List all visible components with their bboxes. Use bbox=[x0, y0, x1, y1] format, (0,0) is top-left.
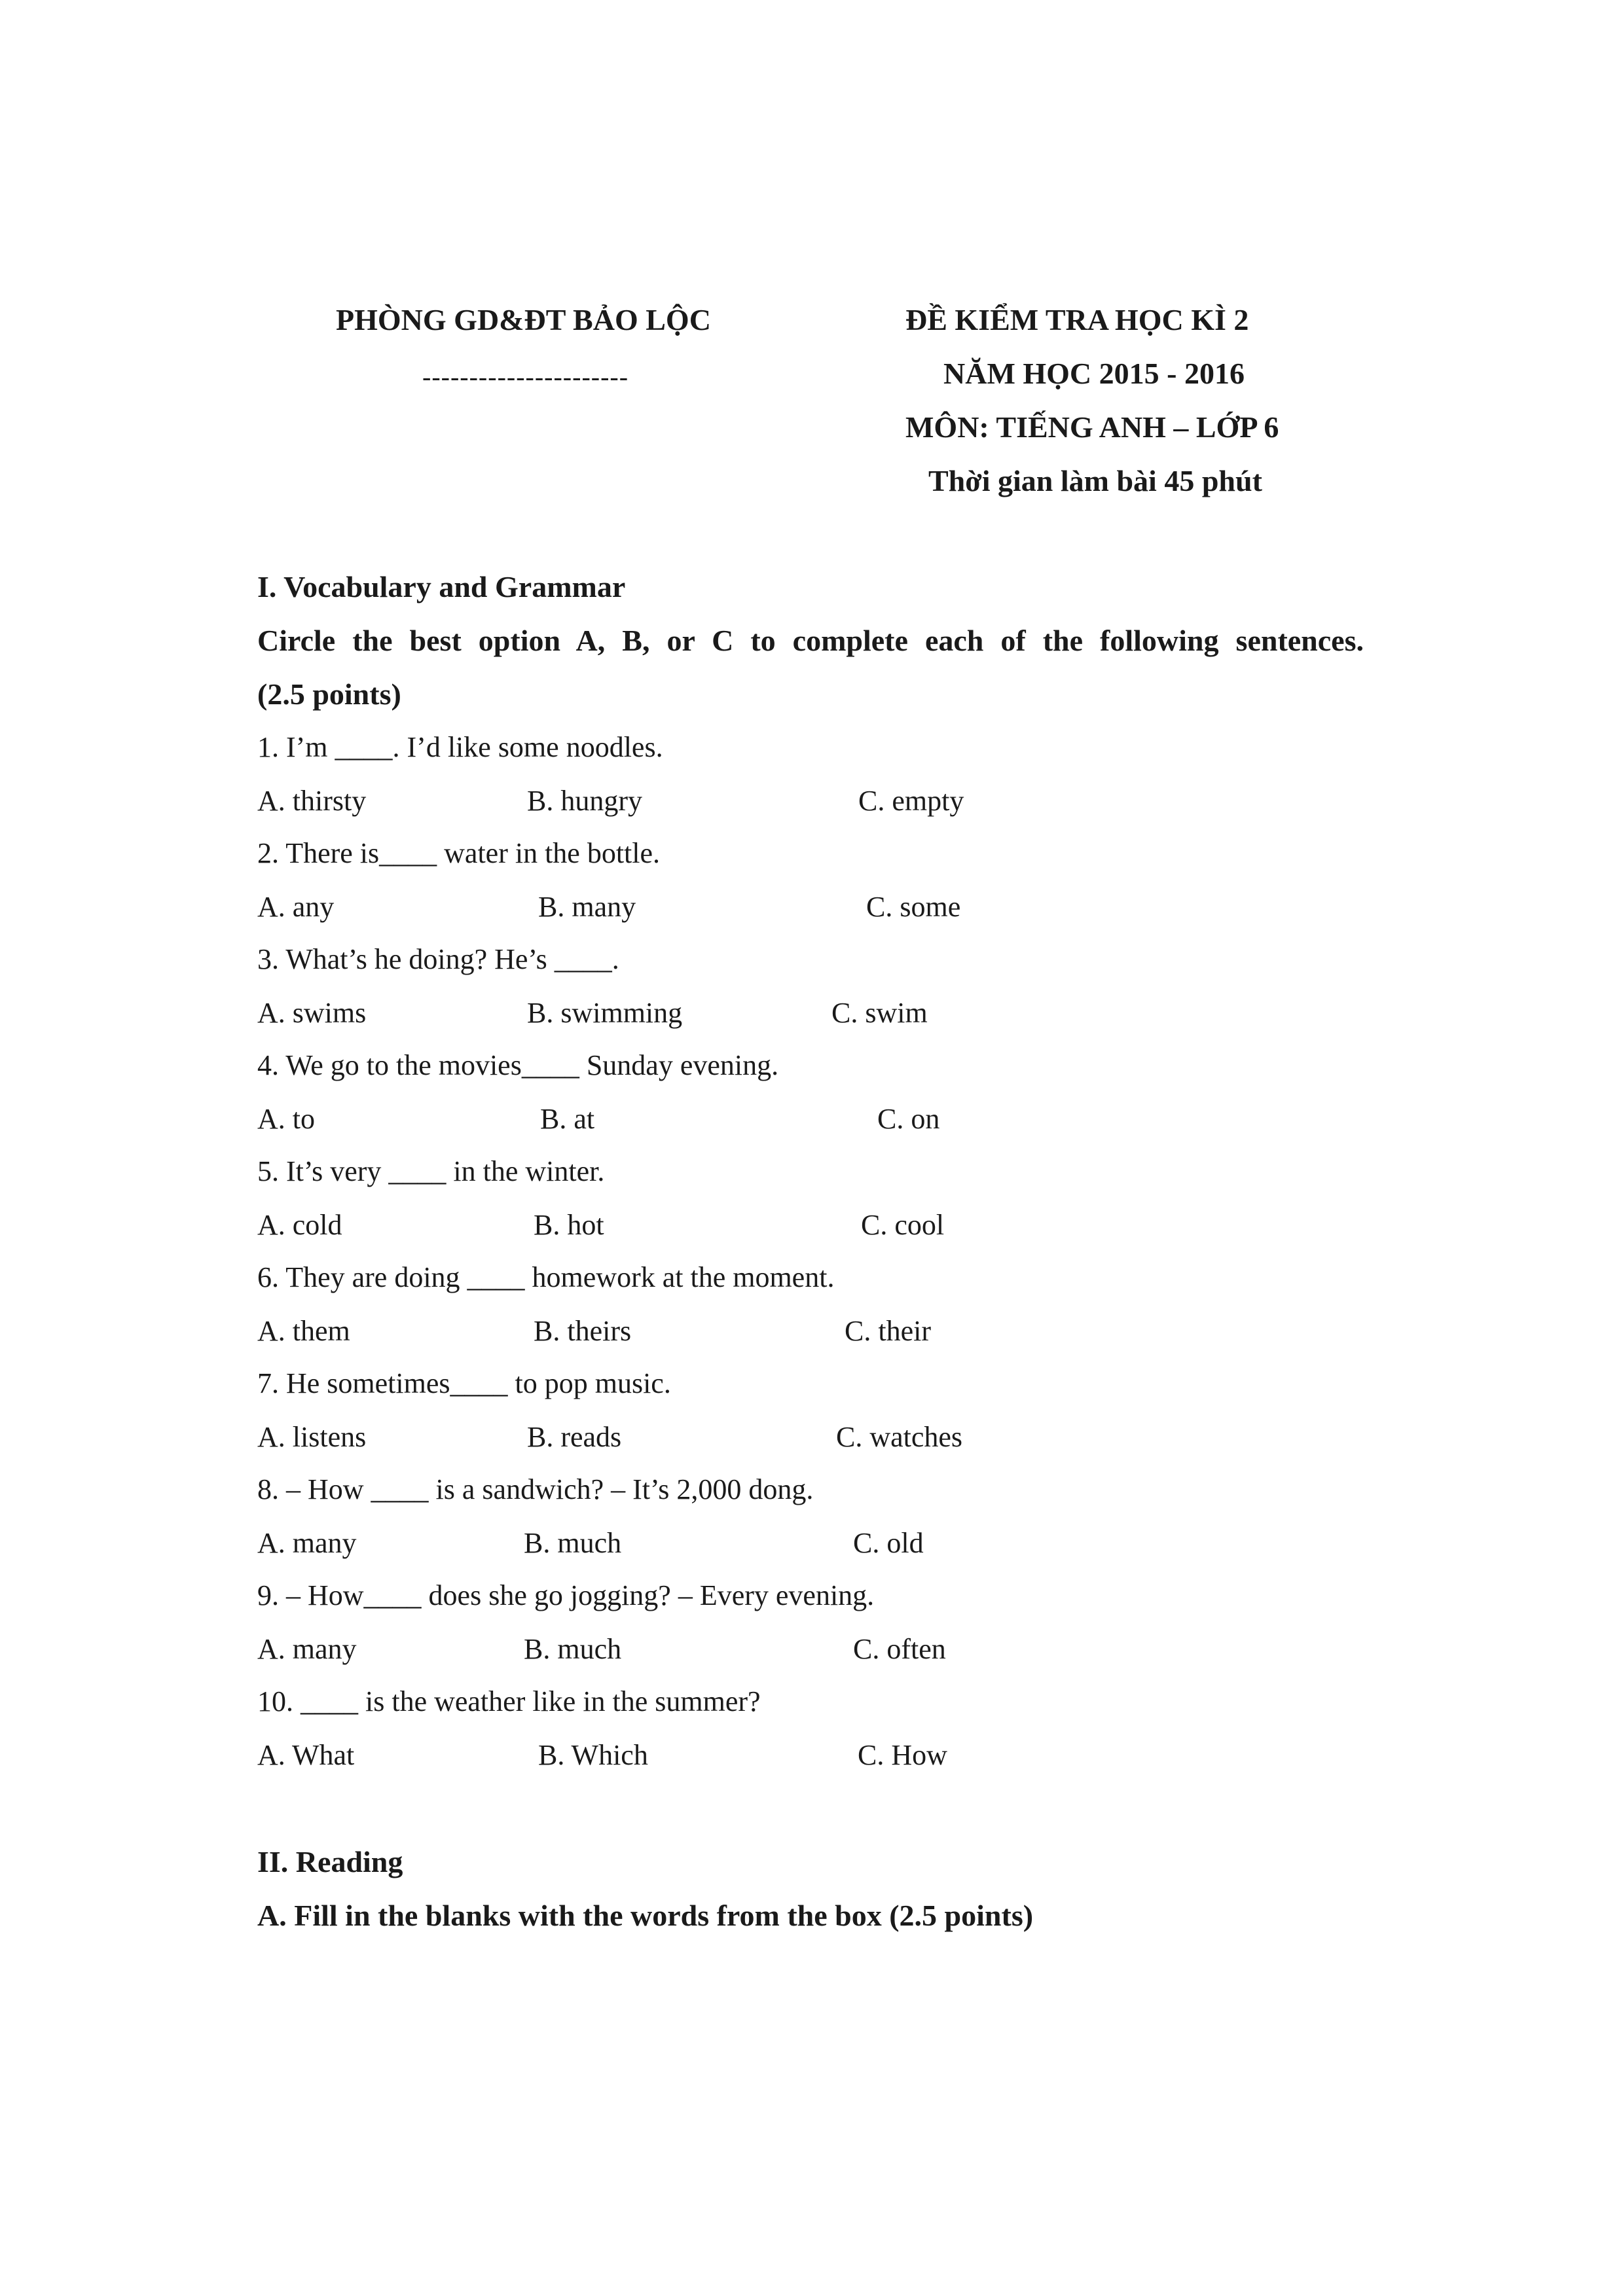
q2-option-c: C. some bbox=[866, 891, 961, 923]
q7-option-a: A. listens bbox=[257, 1421, 367, 1453]
q10-option-c: C. How bbox=[858, 1739, 947, 1771]
q10-option-a: A. What bbox=[257, 1739, 355, 1771]
question-6: 6. They are doing ____ homework at the moment. bbox=[257, 1261, 835, 1293]
q6-option-a: A. them bbox=[257, 1315, 350, 1347]
question-2: 2. There is____ water in the bottle. bbox=[257, 837, 661, 869]
exam-subject: MÔN: TIẾNG ANH – LỚP 6 bbox=[905, 410, 1279, 444]
q6-option-c: C. their bbox=[845, 1315, 931, 1347]
section-1-points: (2.5 points) bbox=[257, 677, 401, 711]
section-1-title: I. Vocabulary and Grammar bbox=[257, 570, 626, 603]
school-year: NĂM HỌC 2015 - 2016 bbox=[943, 357, 1245, 390]
q2-option-b: B. many bbox=[538, 891, 636, 923]
q3-option-a: A. swims bbox=[257, 997, 367, 1029]
exam-title: ĐỀ KIỂM TRA HỌC KÌ 2 bbox=[905, 303, 1249, 336]
q5-option-b: B. hot bbox=[534, 1209, 604, 1241]
q7-option-b: B. reads bbox=[527, 1421, 622, 1453]
section-1-instruction: Circle the best option A, B, or C to complete each of the following sentences. bbox=[257, 624, 1364, 657]
q10-option-b: B. Which bbox=[538, 1739, 648, 1771]
section-2-title: II. Reading bbox=[257, 1845, 403, 1878]
question-7: 7. He sometimes____ to pop music. bbox=[257, 1367, 671, 1399]
q9-option-b: B. much bbox=[524, 1633, 622, 1665]
question-1: 1. I’m ____. I’d like some noodles. bbox=[257, 731, 663, 763]
q1-option-c: C. empty bbox=[858, 785, 964, 817]
q3-option-c: C. swim bbox=[831, 997, 928, 1029]
school-office: PHÒNG GD&ĐT BẢO LỘC bbox=[336, 303, 711, 336]
q4-option-a: A. to bbox=[257, 1103, 315, 1135]
q5-option-c: C. cool bbox=[861, 1209, 945, 1241]
q4-option-b: B. at bbox=[540, 1103, 595, 1135]
q5-option-a: A. cold bbox=[257, 1209, 342, 1241]
question-8: 8. – How ____ is a sandwich? – It’s 2,000 dong. bbox=[257, 1473, 814, 1505]
q8-option-a: A. many bbox=[257, 1527, 357, 1559]
question-10: 10. ____ is the weather like in the summer? bbox=[257, 1685, 761, 1717]
section-2-part-a: A. Fill in the blanks with the words from the box (2.5 points) bbox=[257, 1899, 1034, 1932]
q9-option-a: A. many bbox=[257, 1633, 357, 1665]
q8-option-c: C. old bbox=[853, 1527, 924, 1559]
q7-option-c: C. watches bbox=[836, 1421, 963, 1453]
question-5: 5. It’s very ____ in the winter. bbox=[257, 1155, 605, 1187]
q4-option-c: C. on bbox=[877, 1103, 940, 1135]
q6-option-b: B. theirs bbox=[534, 1315, 632, 1347]
q2-option-a: A. any bbox=[257, 891, 335, 923]
header-divider: ---------------------- bbox=[422, 362, 629, 391]
q9-option-c: C. often bbox=[853, 1633, 946, 1665]
q1-option-a: A. thirsty bbox=[257, 785, 367, 817]
q1-option-b: B. hungry bbox=[527, 785, 642, 817]
question-3: 3. What’s he doing? He’s ____. bbox=[257, 943, 619, 975]
exam-duration: Thời gian làm bài 45 phút bbox=[928, 464, 1262, 497]
q8-option-b: B. much bbox=[524, 1527, 622, 1559]
question-9: 9. – How____ does she go jogging? – Every evening. bbox=[257, 1579, 875, 1611]
q3-option-b: B. swimming bbox=[527, 997, 683, 1029]
question-4: 4. We go to the movies____ Sunday evening. bbox=[257, 1049, 779, 1081]
